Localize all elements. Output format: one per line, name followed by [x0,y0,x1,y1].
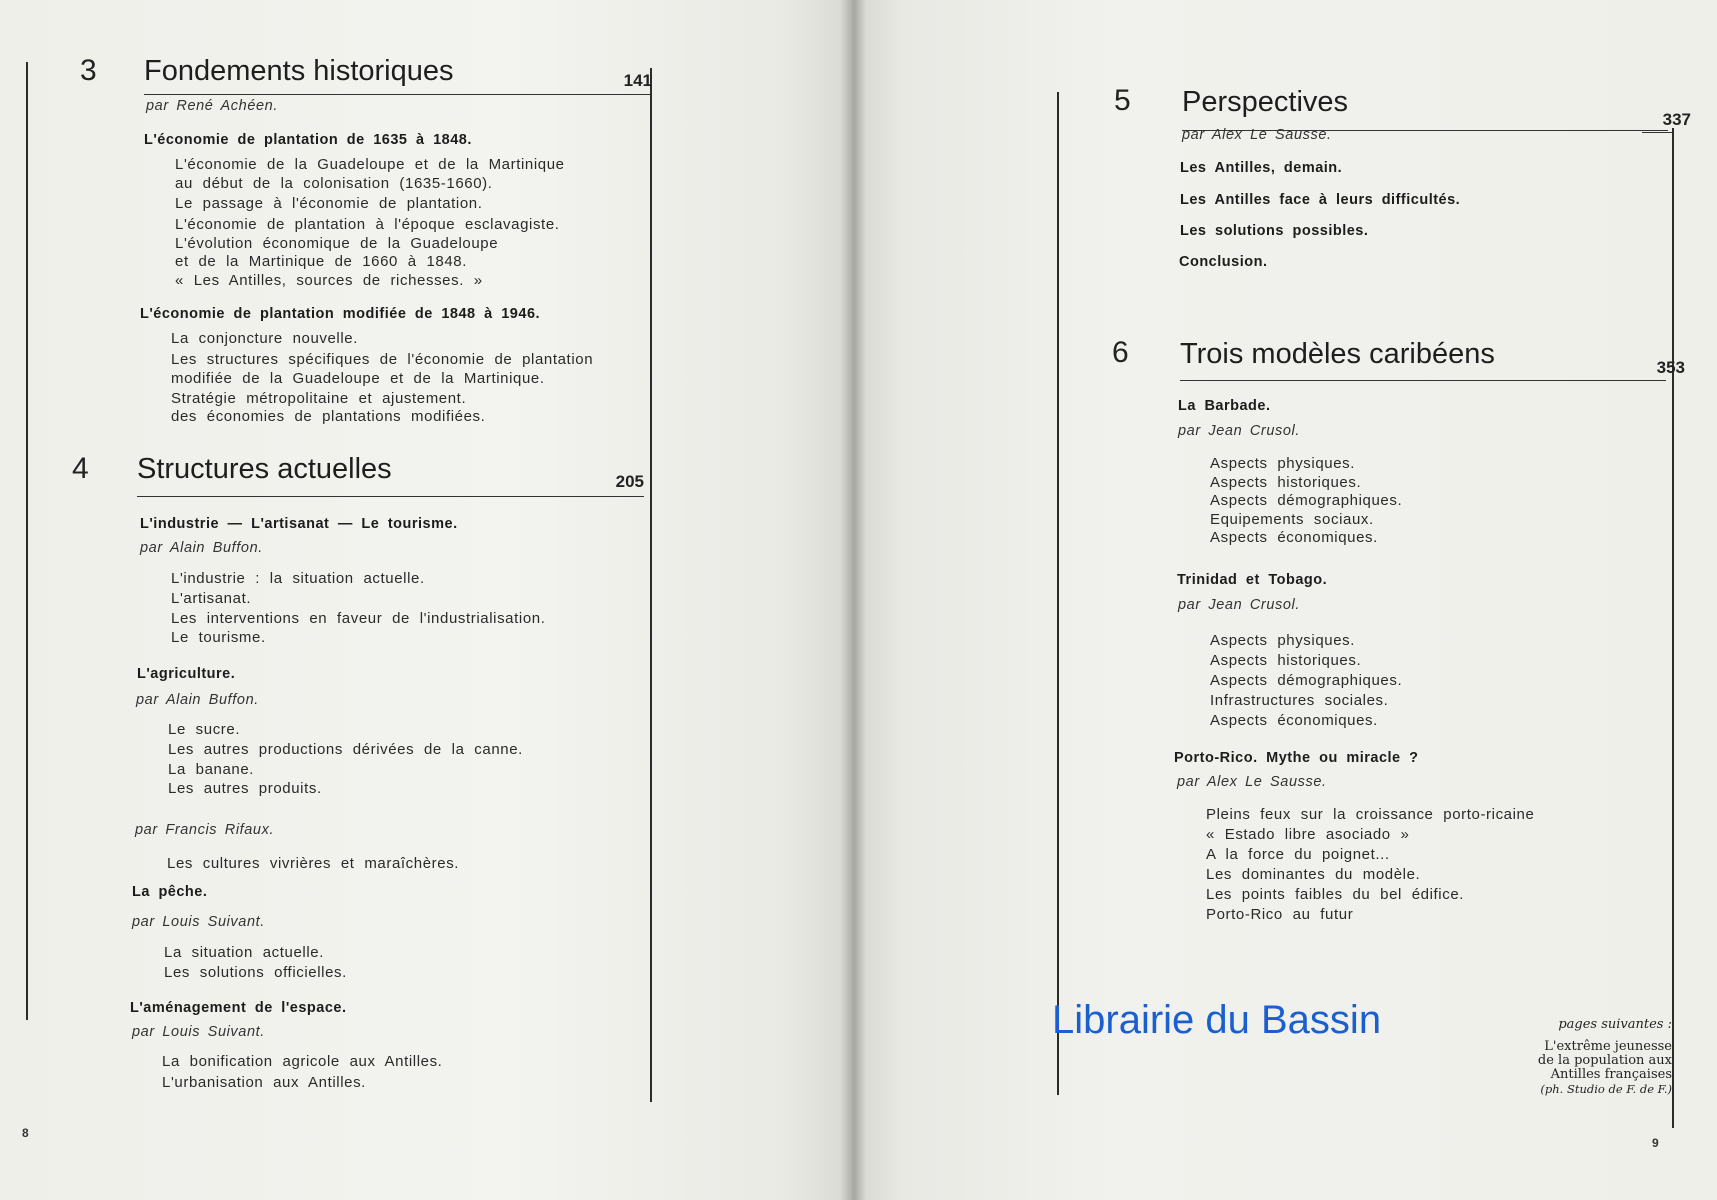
section-items [162,1053,442,1093]
item: A la force du poignet... [1206,846,1390,863]
item: Les solutions officielles. [164,964,347,981]
section-title: L'économie de plantation modifiée de 1848 à 1946. [140,306,541,322]
section-title: Porto-Rico. Mythe ou miracle ? [1174,750,1419,766]
section-items [168,721,523,800]
item: Le passage à l'économie de plantation. [175,194,483,212]
item: Aspects historiques. [1210,652,1362,669]
chapter-number: 6 [1112,336,1129,369]
item: Les autres produits. [168,780,322,798]
item: des économies de plantations modifiées. [171,408,486,426]
chapter-number: 3 [80,54,97,87]
section-title: L'industrie — L'artisanat — Le tourisme. [140,516,458,532]
item: « Les Antilles, sources de richesses. » [175,271,483,289]
section-author: par Francis Rifaux. [135,822,275,838]
section-title: L'agriculture. [137,666,236,682]
chapter-title: Structures actuelles [137,453,392,485]
item: Les autres productions dérivées de la canne. [168,740,523,758]
item: La situation actuelle. [164,944,324,961]
chapter-rule [1180,380,1666,381]
chapter-rule [144,94,650,95]
section-items [167,855,459,874]
chapter-page-number: 337 [1662,110,1691,129]
chapter-title: Fondements historiques [144,55,454,87]
chapter-title: Perspectives [1182,86,1349,118]
item: Aspects physiques. [1210,632,1356,649]
item: Porto-Rico au futur [1206,906,1354,923]
item: Les structures spécifiques de l'économie de plantation [171,351,594,368]
item: modifiée de la Guadeloupe et de la Martinique. [171,369,545,387]
right-margin-rule [650,68,652,1102]
item: Equipements sociaux. [1210,510,1374,528]
item: La bonification agricole aux Antilles. [162,1053,443,1070]
chapter-author: par René Achéen. [146,98,278,114]
caption-line: Antilles françaises [1550,1067,1672,1082]
item: Aspects démographiques. [1210,492,1403,510]
watermark-text: Librairie du Bassin [1052,998,1382,1042]
caption-heading: pages suivantes : [1558,1017,1672,1032]
section-title: Les solutions possibles. [1180,223,1369,239]
item: La conjoncture nouvelle. [171,330,359,347]
section-author: par Louis Suivant. [132,1024,265,1040]
item: Pleins feux sur la croissance porto-ricaine [1206,806,1535,823]
chapter-page-rule [1642,132,1672,133]
section-items [171,330,593,427]
item: Le sucre. [168,721,241,738]
item: Aspects physiques. [1210,455,1356,472]
chapter-page-number: 141 [623,71,652,90]
section-title: L'économie de plantation de 1635 à 1848. [144,132,472,148]
chapter-number: 4 [72,452,89,485]
item: Aspects économiques. [1210,712,1378,729]
section-title: Conclusion. [1179,254,1268,270]
section-title: La pêche. [132,884,208,900]
item: L'économie de plantation à l'époque esclavagiste. [175,215,560,233]
chapter-author: par Alex Le Sausse. [1182,127,1332,143]
item: Infrastructures sociales. [1210,692,1389,709]
item: Aspects démographiques. [1210,672,1403,689]
item: « Estado libre asociado » [1206,826,1410,843]
section-author: par Louis Suivant. [132,914,265,930]
item: La banane. [168,760,255,778]
item: L'industrie : la situation actuelle. [171,570,425,587]
section-items [1210,632,1402,732]
item: Le tourisme. [171,629,266,647]
section-title: Trinidad et Tobago. [1177,572,1328,588]
item: et de la Martinique de 1660 à 1848. [175,253,468,271]
section-title: Les Antilles face à leurs difficultés. [1180,192,1461,208]
item: L'évolution économique de la Guadeloupe [175,234,499,252]
left-margin-rule [1057,92,1059,1095]
section-author: par Alex Le Sausse. [1177,774,1327,790]
item: Les points faibles du bel édifice. [1206,886,1465,903]
photo-caption [1432,1018,1672,1096]
page-number: 8 [22,1126,29,1140]
item: L'urbanisation aux Antilles. [162,1074,366,1091]
item: au début de la colonisation (1635-1660). [175,174,493,192]
chapter-title: Trois modèles caribéens [1180,338,1495,370]
section-items [175,156,565,290]
section-title: L'aménagement de l'espace. [130,1000,347,1016]
item: L'économie de la Guadeloupe et de la Martinique [175,156,565,173]
page-number: 9 [1652,1136,1659,1150]
right-margin-rule [1672,128,1674,1128]
caption-credit: (ph. Studio de F. de F.) [1540,1082,1672,1096]
chapter-rule [137,496,644,497]
chapter-page-number: 353 [1656,358,1685,377]
section-author: par Alain Buffon. [140,540,263,556]
item: Les interventions en faveur de l'industrialisation. [171,609,546,627]
section-author: par Jean Crusol. [1178,423,1300,439]
item: Aspects historiques. [1210,473,1362,491]
section-items [164,944,347,983]
section-author: par Alain Buffon. [136,692,259,708]
chapter-number: 5 [1114,84,1131,117]
section-title: La Barbade. [1178,398,1271,414]
left-page [0,0,852,1200]
item: Les cultures vivrières et maraîchères. [167,855,460,872]
section-author: par Jean Crusol. [1178,597,1300,613]
chapter-page-number: 205 [615,472,644,491]
item: Les dominantes du modèle. [1206,866,1421,883]
caption-line: L'extrême jeunesse [1544,1039,1672,1054]
item: L'artisanat. [171,589,252,607]
item: Stratégie métropolitaine et ajustement. [171,389,467,407]
caption-line: de la population aux [1537,1053,1672,1068]
section-title: Les Antilles, demain. [1180,160,1343,176]
section-items [1206,806,1534,926]
section-items [171,570,545,649]
section-items [1210,455,1402,548]
book-gutter [840,0,866,1200]
left-margin-rule [26,62,28,1020]
item: Aspects économiques. [1210,529,1378,547]
